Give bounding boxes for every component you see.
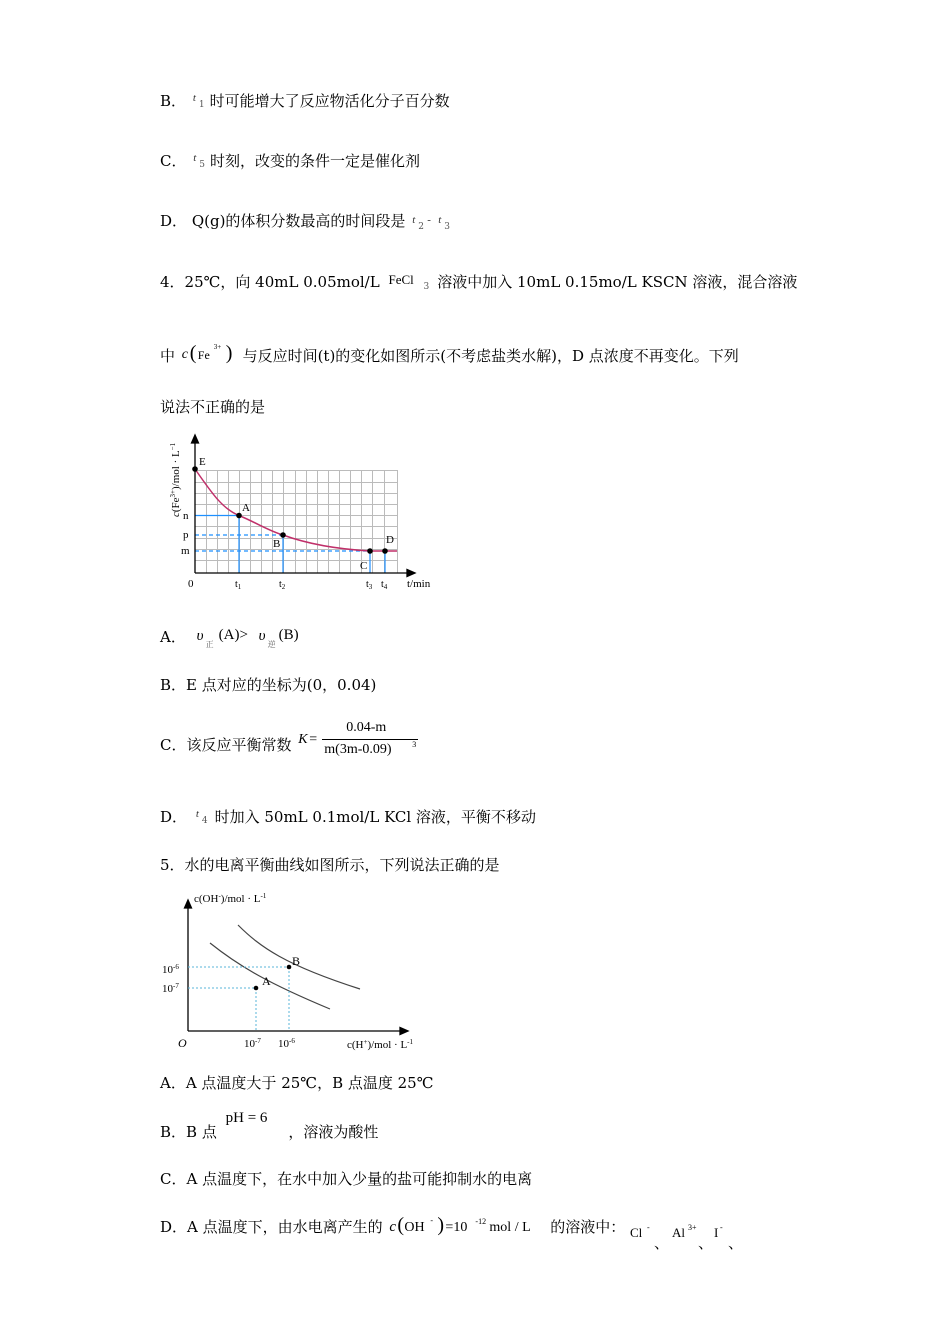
exponent: -12	[475, 1217, 487, 1226]
v-subscript: 正	[205, 640, 214, 649]
chart-blue-guides	[195, 516, 385, 574]
q4-text: 4．25℃，向 40mL 0.05mol/L	[160, 273, 380, 291]
fe3-concentration-chart	[165, 425, 455, 595]
paren-open: (	[189, 342, 197, 364]
k-denominator-exponent: 3	[412, 740, 417, 749]
option-text: D．A 点温度下，由水电离产生的	[160, 1218, 383, 1236]
t-subscript: 3	[444, 222, 450, 232]
y-tick-1e-7: $10^{-7}$	[162, 982, 179, 995]
q4-stem-line3: 说法不正确的是	[160, 398, 266, 416]
k-symbol: K	[298, 732, 308, 747]
option-text: Q(g)的体积分数最高的时间段是	[191, 212, 406, 230]
option-text: C．该反应平衡常数	[160, 736, 292, 754]
q4-option-d	[160, 806, 536, 827]
ph-expression: pH = 6	[225, 1110, 268, 1126]
q4-stem-line2	[160, 342, 739, 366]
x-tick-t2: $t_2$	[279, 579, 286, 591]
point-a-label: A	[262, 974, 271, 988]
q5-option-a: A．A 点温度大于 25℃，B 点温度 25℃	[160, 1074, 434, 1092]
option-text: B．B 点	[160, 1123, 217, 1141]
oh-charge: -	[430, 1216, 434, 1225]
point-b-label: B	[292, 954, 301, 968]
q4-option-c	[160, 720, 426, 757]
q5-stem: 5．水的电离平衡曲线如图所示，下列说法正确的是	[160, 856, 500, 874]
x-axis-label: t/min	[407, 578, 431, 590]
option-label: A．	[160, 628, 186, 646]
dash: -	[427, 214, 431, 226]
option-label: B．	[160, 92, 187, 110]
q4-option-a	[160, 626, 321, 647]
option-c-t5	[160, 150, 420, 171]
k-numerator: 0.04-m	[346, 720, 387, 735]
point-b-dot	[280, 532, 286, 538]
t-subscript: 5	[199, 160, 205, 170]
point-a-dot	[254, 986, 259, 991]
fecl3-formula: FeCl	[388, 272, 414, 287]
v-symbol: υ	[196, 628, 204, 644]
option-text: ，溶液为酸性	[288, 1123, 379, 1141]
equals-sign: =	[309, 732, 318, 747]
point-e-dot	[192, 466, 198, 472]
v-subscript: 逆	[267, 640, 276, 649]
option-text: 时刻，改变的条件一定是催化剂	[210, 152, 421, 170]
t-symbol: t	[412, 214, 416, 226]
chart-dotted-guides	[188, 967, 289, 1031]
t-symbol: t	[195, 808, 199, 820]
separator: 、	[654, 1234, 670, 1252]
point-b-dot	[287, 965, 292, 970]
fecl3-subscript: 3	[423, 282, 430, 292]
paren-close: )	[437, 1214, 445, 1236]
fe-symbol: Fe	[197, 348, 210, 362]
unit: mol / L	[489, 1220, 531, 1235]
point-a-label: A	[242, 502, 250, 514]
q5-option-d	[160, 1214, 750, 1252]
option-text: 时加入 50mL 0.1mol/L KCl 溶液，平衡不移动	[214, 808, 536, 826]
ion-cl: Cl	[630, 1225, 643, 1240]
t-symbol: t	[192, 92, 196, 104]
k-denominator: m(3m-0.09)	[324, 742, 392, 757]
origin-label: 0	[188, 578, 194, 590]
q4-stem-line1	[160, 271, 797, 292]
x-tick-t4: $t_4$	[381, 579, 388, 591]
x-tick-t3: $t_3$	[366, 579, 373, 591]
c-symbol: c	[181, 347, 189, 362]
point-c-label: C	[360, 560, 368, 572]
v-symbol: υ	[258, 628, 266, 644]
option-label: D．	[160, 212, 188, 230]
x-axis-label: $c(H^+)/mol \cdot L^{-1}$	[347, 1038, 414, 1051]
point-c-dot	[367, 548, 373, 554]
point-d-label: D	[386, 534, 394, 546]
q5-option-c: C．A 点温度下，在水中加入少量的盐可能抑制水的电离	[160, 1170, 533, 1188]
ion-charge: -	[720, 1223, 723, 1232]
option-d-q-fraction	[160, 210, 454, 231]
option-b-t1	[160, 90, 450, 111]
option-text: 时可能增大了反应物活化分子百分数	[209, 92, 450, 110]
y-axis-label: $c(OH^-)/mol \cdot L^{-1}$	[194, 892, 267, 905]
y-axis-label: $c(Fe^{3+})$/mol · $L^{-1}$	[169, 442, 182, 517]
chart-grid	[195, 470, 398, 573]
water-ionization-chart	[160, 885, 440, 1060]
separator: 、	[698, 1234, 714, 1252]
point-a-dot	[236, 513, 242, 519]
point-e-label: E	[199, 456, 206, 468]
v-compare-a: (A)>	[218, 627, 248, 643]
equals-ten: =10	[445, 1220, 468, 1235]
option-label: D．	[160, 808, 188, 826]
origin-label: O	[178, 1036, 187, 1050]
option-text: 的溶液中：	[550, 1218, 626, 1236]
ion-charge: 3+	[688, 1223, 697, 1232]
y-tick-p: p	[183, 529, 189, 541]
v-compare-b: (B)	[278, 627, 299, 643]
t-subscript: 4	[201, 816, 208, 826]
q5-option-b	[160, 1110, 379, 1142]
q4-text: 溶液中加入 10mL 0.15mo/L KSCN 溶液，混合溶液	[437, 273, 798, 291]
ion-al: Al	[672, 1225, 685, 1240]
paren-open: (	[397, 1214, 405, 1236]
t-subscript: 2	[418, 222, 424, 232]
x-tick-1e-7: $10^{-7}$	[244, 1037, 261, 1050]
c-symbol: c	[389, 1219, 397, 1235]
ion-charge: -	[647, 1223, 650, 1232]
ion-i: I	[714, 1225, 719, 1240]
x-tick-1e-6: $10^{-6}$	[278, 1037, 295, 1050]
separator: 、	[728, 1234, 744, 1252]
option-label: C．	[160, 152, 187, 170]
y-tick-m: m	[181, 545, 190, 557]
t-symbol: t	[438, 214, 442, 226]
fraction-bar	[322, 739, 418, 740]
q4-text: 中	[160, 347, 176, 365]
fe-charge: 3+	[213, 343, 222, 351]
oh-symbol: OH	[404, 1220, 425, 1235]
t-subscript: 1	[198, 100, 205, 110]
y-tick-1e-6: $10^{-6}$	[162, 963, 179, 976]
point-b-label: B	[273, 538, 281, 550]
y-tick-n: n	[183, 510, 189, 522]
q4-text: 与反应时间(t)的变化如图所示(不考虑盐类水解)，D 点浓度不再变化。下列	[242, 347, 739, 365]
paren-close: )	[225, 342, 233, 364]
point-d-dot	[382, 548, 388, 554]
t-symbol: t	[193, 152, 197, 164]
q4-option-b: B．E 点对应的坐标为(0，0.04)	[160, 676, 377, 694]
x-tick-t1: $t_1$	[235, 579, 242, 591]
chart-axes	[192, 435, 416, 577]
